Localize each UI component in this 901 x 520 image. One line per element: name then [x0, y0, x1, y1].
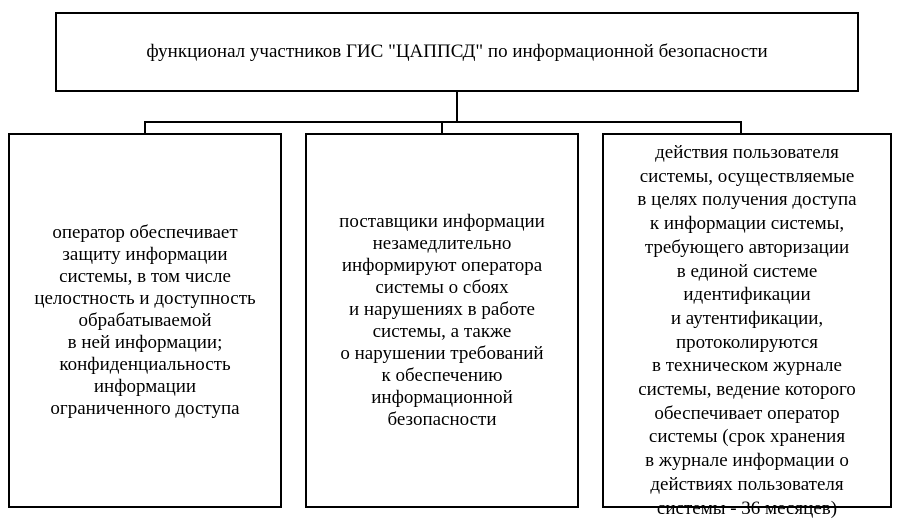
box-text-line: системы, осуществляемые	[639, 165, 855, 187]
box-text-line: поставщики информации	[339, 210, 545, 232]
box-text-line: системы о сбоях	[375, 276, 509, 298]
box-text-line: к информации системы,	[649, 213, 845, 235]
box-text-line: защиту информации	[62, 243, 228, 265]
box-text-line: обрабатываемой	[78, 309, 212, 331]
box-text-line: и нарушениях в работе	[349, 298, 535, 320]
box-text-line: ограниченного доступа	[50, 397, 240, 419]
box-text-line: о нарушении требований	[340, 342, 544, 364]
box-text-line: информируют оператора	[341, 254, 543, 276]
box-text-line: к обеспечению	[381, 364, 503, 386]
box-text-line: информационной	[371, 386, 513, 408]
box-text-line: конфиденциальность	[59, 353, 231, 375]
box-text-line: системы, ведение которого	[638, 379, 856, 401]
box-text-line: обеспечивает оператор	[654, 402, 840, 424]
box-text-line: идентификации	[683, 284, 811, 306]
user-actions-box	[602, 133, 892, 519]
operator-box	[8, 133, 282, 508]
box-text-line: в целях получения доступа	[637, 189, 857, 211]
box-text-line: системы (срок хранения	[648, 426, 846, 448]
box-text-line: системы, а также	[372, 320, 512, 342]
box-text-line: протоколируются	[675, 331, 819, 353]
box-text-line: оператор обеспечивает	[52, 221, 238, 243]
box-text-line: целостность и доступность	[34, 287, 256, 309]
box-text-line: информации	[93, 375, 197, 397]
box-text-line: безопасности	[387, 408, 497, 430]
box-text-line: системы - 36 месяцев)	[656, 497, 838, 519]
suppliers-box	[305, 133, 579, 508]
box-text-line: незамедлительно	[372, 232, 512, 254]
box-text-line: действиях пользователя	[650, 473, 844, 495]
box-text-line: действия пользователя	[655, 142, 839, 163]
box-text-line: в журнале информации о	[645, 450, 849, 472]
root-box-text: функционал участников ГИС "ЦАППСД" по информационной безопасности	[146, 41, 768, 62]
diagram-root-box	[55, 12, 859, 92]
box-text-line: и аутентификации,	[670, 307, 824, 329]
box-text-line: в ней информации;	[67, 331, 223, 353]
box-text-line: в техническом журнале	[652, 355, 842, 377]
box-text-line: в единой системе	[676, 260, 818, 282]
box-text-line: требующего авторизации	[644, 236, 850, 258]
box-text-line: системы, в том числе	[59, 265, 231, 287]
